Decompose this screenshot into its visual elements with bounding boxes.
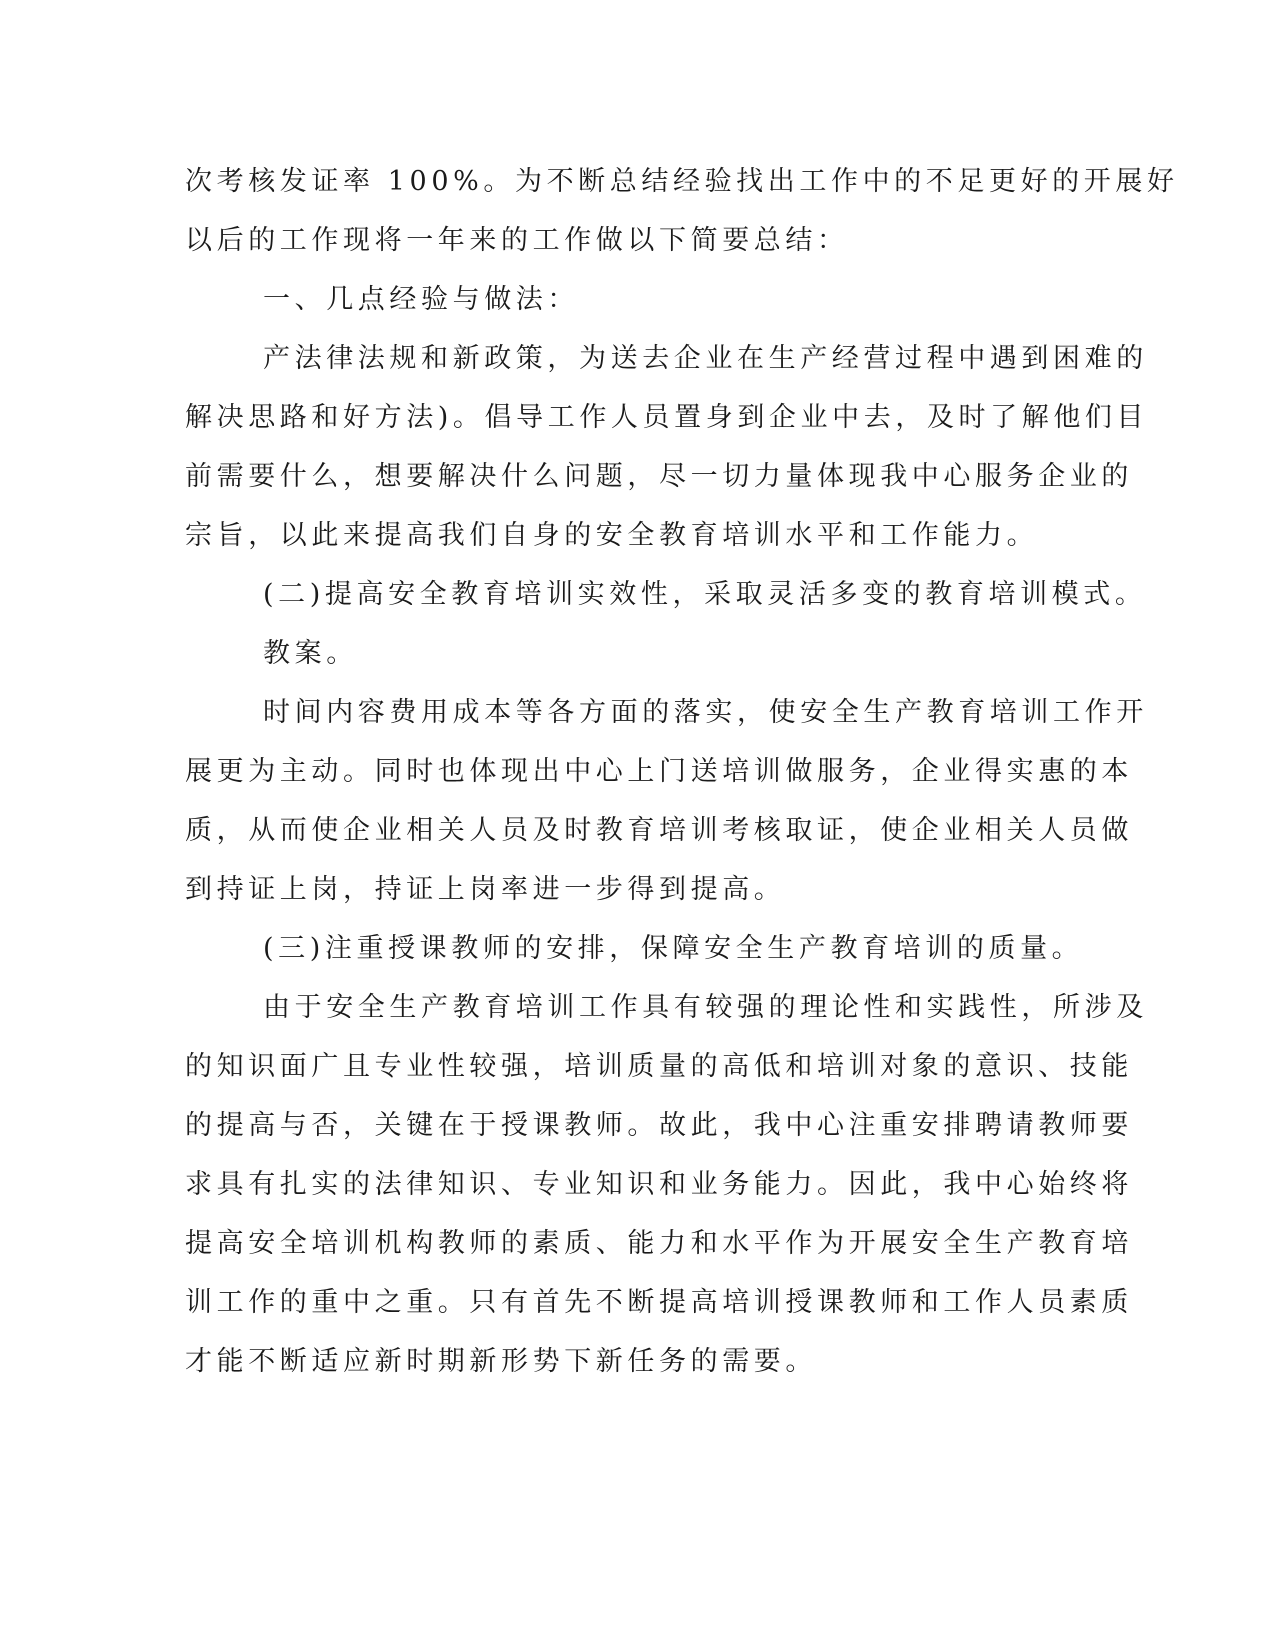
text-line: 训工作的重中之重。只有首先不断提高培训授课教师和工作人员素质 [185, 1287, 1133, 1318]
text-line: 才能不断适应新时期新形势下新任务的需要。 [185, 1346, 817, 1377]
text-line: 的提高与否，关键在于授课教师。故此，我中心注重安排聘请教师要 [185, 1110, 1133, 1141]
text-line: 前需要什么，想要解决什么问题，尽一切力量体现我中心服务企业的 [185, 461, 1133, 492]
text-line: 求具有扎实的法律知识、专业知识和业务能力。因此，我中心始终将 [185, 1169, 1133, 1200]
text-line: 到持证上岗，持证上岗率进一步得到提高。 [185, 874, 786, 905]
text-line: 宗旨，以此来提高我们自身的安全教育培训水平和工作能力。 [185, 520, 1039, 551]
text-line: 提高安全培训机构教师的素质、能力和水平作为开展安全生产教育培 [185, 1228, 1133, 1259]
subsection-heading: (三)注重授课教师的安排，保障安全生产教育培训的质量。 [263, 933, 1084, 964]
paragraph-first-line: 时间内容费用成本等各方面的落实，使安全生产教育培训工作开 [263, 697, 1148, 728]
text-line: 的知识面广且专业性较强，培训质量的高低和培训对象的意识、技能 [185, 1051, 1133, 1082]
subsection-heading: (二)提高安全教育培训实效性，采取灵活多变的教育培训模式。 [263, 579, 1147, 610]
section-heading: 一、几点经验与做法： [263, 284, 579, 315]
paragraph-first-line: 由于安全生产教育培训工作具有较强的理论性和实践性，所涉及 [263, 992, 1148, 1023]
paragraph-first-line: 产法律法规和新政策，为送去企业在生产经营过程中遇到困难的 [263, 343, 1148, 374]
text-line: 展更为主动。同时也体现出中心上门送培训做服务，企业得实惠的本 [185, 756, 1133, 787]
text-line: 解决思路和好方法)。倡导工作人员置身到企业中去，及时了解他们目 [185, 402, 1149, 433]
text-line: 次考核发证率 100%。为不断总结经验找出工作中的不足更好的开展好 [185, 166, 1179, 197]
text-line: 质，从而使企业相关人员及时教育培训考核取证，使企业相关人员做 [185, 815, 1133, 846]
text-line: 以后的工作现将一年来的工作做以下简要总结： [185, 225, 849, 256]
paragraph-first-line: 教案。 [263, 638, 358, 669]
